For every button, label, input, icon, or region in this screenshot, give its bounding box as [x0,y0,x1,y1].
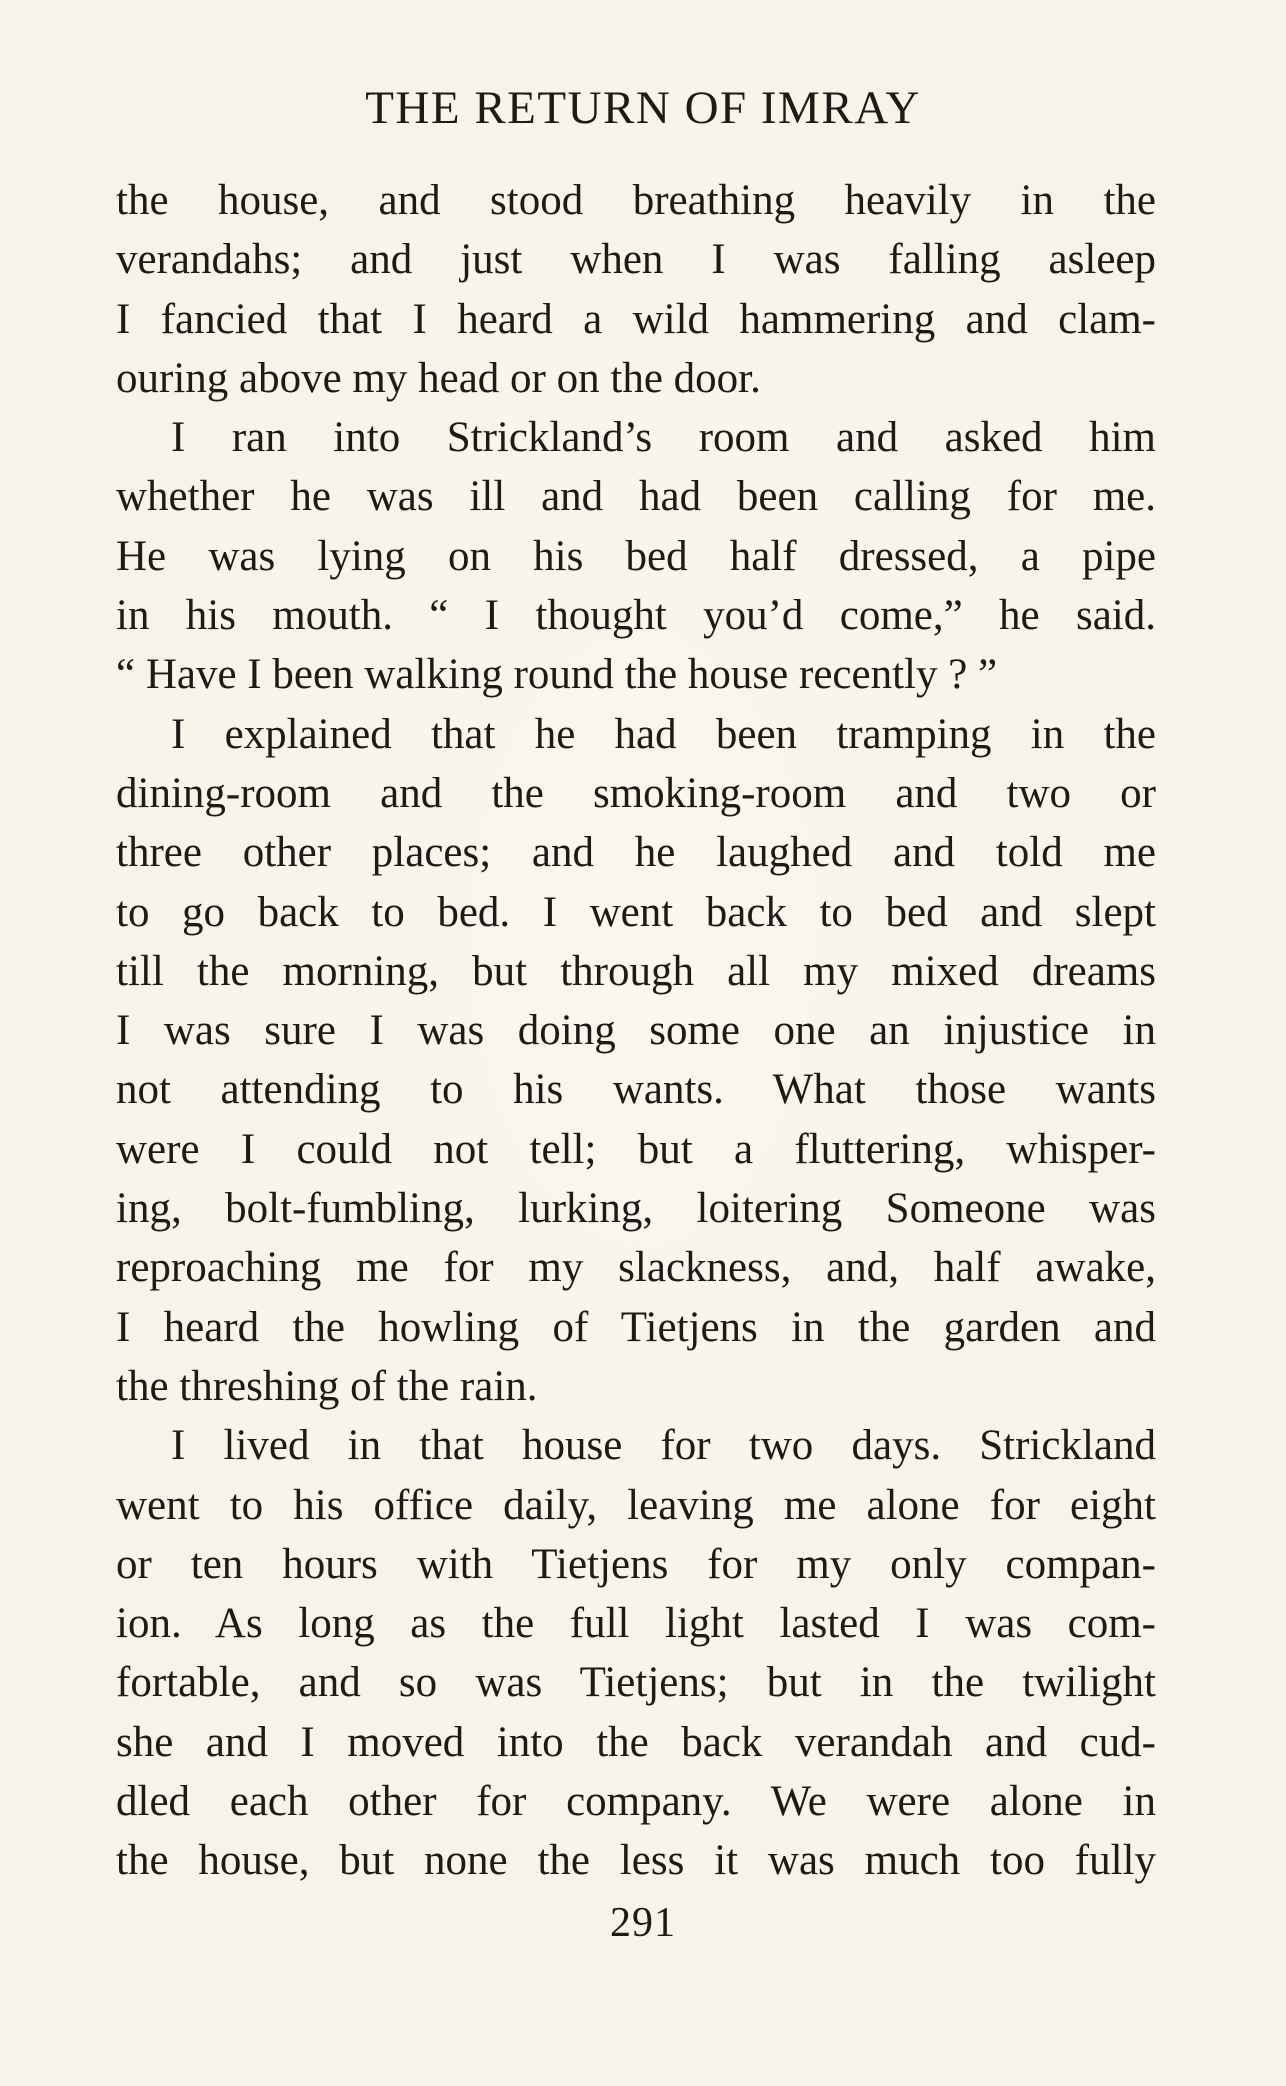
text-line: ouring above my head or on the door. [116,354,761,402]
text-line: the house, and stood breathing heavily in the [116,177,1156,224]
text-line: to go back to bed. I went back to bed and slept [116,888,1156,936]
text-line: dled each other for company. We were alone in [116,1778,1156,1826]
text-line: were I could not tell; but a fluttering, whisper- [116,1125,1156,1173]
text-line: in his mouth. “ I thought you’d come,” he said. [116,592,1156,640]
text-line: not attending to his wants. What those wants [116,1066,1156,1114]
text-line: ing, bolt-fumbling, lurking, loitering Someone was [116,1185,1156,1233]
text-line: reproaching me for my slackness, and, half awake, [116,1244,1156,1292]
text-line: the threshing of the rain. [116,1362,538,1410]
text-line: dining-room and the smoking-room and two or [116,769,1156,817]
text-line: whether he was ill and had been calling for me. [116,473,1156,521]
text-line: I heard the howling of Tietjens in the garden and [116,1303,1156,1351]
text-line: I ran into Strickland’s room and asked him [171,414,1156,462]
page-number: 291 [610,1900,676,1946]
text-line: the house, but none the less it was much too fully [116,1837,1156,1885]
text-line: I was sure I was doing some one an injustice in [116,1007,1156,1055]
text-line: I lived in that house for two days. Strickland [171,1422,1156,1470]
text-line: I fancied that I heard a wild hammering and clam- [116,295,1156,343]
text-line: went to his office daily, leaving me alone for eight [116,1481,1156,1529]
text-line: fortable, and so was Tietjens; but in the twilight [116,1659,1156,1707]
text-line: He was lying on his bed half dressed, a pipe [116,532,1156,580]
text-line: “ Have I been walking round the house recently ? ” [116,651,998,699]
text-line: verandahs; and just when I was falling asleep [116,236,1156,284]
text-line: ion. As long as the full light lasted I was com- [116,1600,1156,1648]
text-line: till the morning, but through all my mixed dreams [116,947,1156,995]
text-line: I explained that he had been tramping in the [171,710,1156,758]
text-line: she and I moved into the back verandah and cud- [116,1718,1156,1766]
running-head: THE RETURN OF IMRAY [365,82,921,134]
body-text [116,171,1156,1891]
text-line: three other places; and he laughed and told me [116,829,1156,877]
text-line: or ten hours with Tietjens for my only compan- [116,1540,1156,1588]
